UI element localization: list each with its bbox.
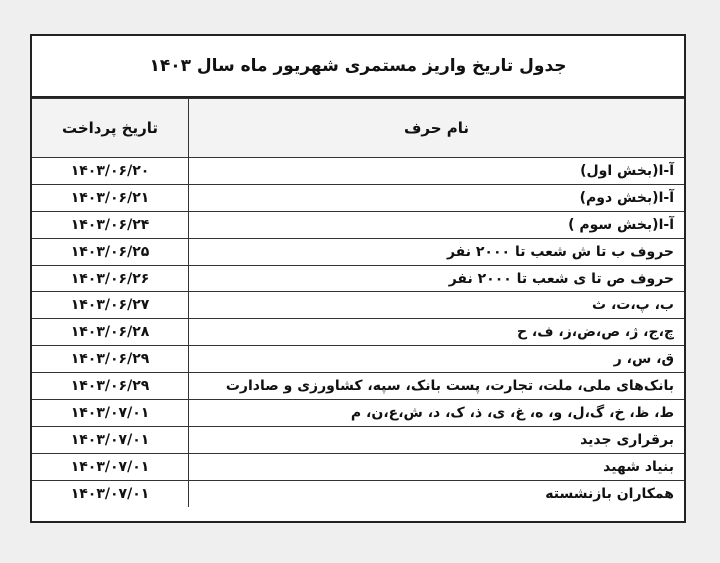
row-date: ۱۴۰۳/۰۷/۰۱ <box>32 453 189 480</box>
row-date: ۱۴۰۳/۰۶/۲۵ <box>32 238 189 265</box>
row-date: ۱۴۰۳/۰۶/۲۴ <box>32 211 189 238</box>
table-row <box>32 480 684 506</box>
table-row <box>32 184 684 211</box>
schedule-document <box>30 34 686 523</box>
row-name: برقراری جدید <box>189 426 685 453</box>
row-name: آ-ا(بخش دوم) <box>189 184 685 211</box>
row-date: ۱۴۰۳/۰۷/۰۱ <box>32 480 189 506</box>
table-header-row <box>32 99 684 158</box>
table-row <box>32 400 684 427</box>
row-date: ۱۴۰۳/۰۶/۲۸ <box>32 319 189 346</box>
row-date: ۱۴۰۳/۰۶/۲۹ <box>32 346 189 373</box>
row-name: ب، پ،ت، ث <box>189 292 685 319</box>
table-row <box>32 453 684 480</box>
header-date: تاریخ پرداخت <box>32 99 189 158</box>
row-name: همکاران بازنشسته <box>189 480 685 506</box>
row-date: ۱۴۰۳/۰۷/۰۱ <box>32 400 189 427</box>
row-date: ۱۴۰۳/۰۶/۲۰ <box>32 158 189 185</box>
row-name: آ-ا(بخش اول) <box>189 158 685 185</box>
row-name: بانک‌های ملی، ملت، تجارت، پست بانک، سپه، کشاورزی و صادارت <box>189 373 685 400</box>
row-name: ط، ظ، خ، گ،ل، و، ه، غ، ی، ذ، ک، د، ش،ع،ن، م <box>189 400 685 427</box>
table-row <box>32 158 684 185</box>
header-name: نام حرف <box>189 99 685 158</box>
row-name: آ-ا(بخش سوم ) <box>189 211 685 238</box>
table-row <box>32 319 684 346</box>
row-date: ۱۴۰۳/۰۶/۲۱ <box>32 184 189 211</box>
table-row <box>32 211 684 238</box>
row-name: بنیاد شهید <box>189 453 685 480</box>
table-row <box>32 426 684 453</box>
row-name: حروف ب تا ش شعب تا ۲۰۰۰ نفر <box>189 238 685 265</box>
row-date: ۱۴۰۳/۰۶/۲۹ <box>32 373 189 400</box>
row-name: حروف ص تا ی شعب تا ۲۰۰۰ نفر <box>189 265 685 292</box>
table-row <box>32 265 684 292</box>
row-name: چ،ج، ژ، ص،ض،ز، ف، ح <box>189 319 685 346</box>
payment-schedule-table <box>32 98 684 507</box>
row-name: ق، س، ر <box>189 346 685 373</box>
table-row <box>32 292 684 319</box>
row-date: ۱۴۰۳/۰۶/۲۶ <box>32 265 189 292</box>
document-title: جدول تاریخ واریز مستمری شهریور ماه سال ۱۴۰۳ <box>32 36 684 98</box>
row-date: ۱۴۰۳/۰۷/۰۱ <box>32 426 189 453</box>
table-row <box>32 238 684 265</box>
table-row <box>32 346 684 373</box>
table-row <box>32 373 684 400</box>
row-date: ۱۴۰۳/۰۶/۲۷ <box>32 292 189 319</box>
